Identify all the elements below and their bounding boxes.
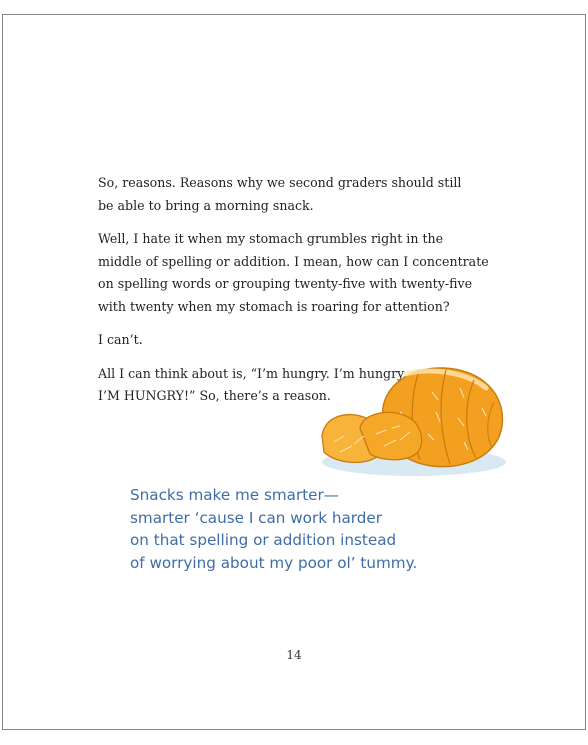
mandarin-segments: [322, 412, 422, 462]
paragraph-1: [98, 172, 478, 217]
text-line: be able to bring a morning snack.: [98, 197, 314, 213]
peeled-mandarin-orange-illustration: [314, 352, 514, 482]
text-line: So, reasons. Reasons why we second graders should still: [98, 175, 462, 190]
text-line: with twenty when my stomach is roaring for attention?: [98, 298, 450, 314]
callout-line: of worrying about my poor ol’ tummy.: [130, 553, 418, 572]
page-number: 14: [286, 648, 302, 662]
text-line: middle of spelling or addition. I mean, how can I concentrate: [98, 253, 489, 269]
text-line: All I can think about is, “I’m hungry. I’m hungry.: [98, 365, 407, 381]
callout-line: on that spelling or addition instead: [130, 531, 397, 549]
callout-line: smarter ‘cause I can work harder: [130, 508, 382, 527]
text-line: Well, I hate it when my stomach grumbles right in the: [98, 231, 444, 246]
text-line: I can’t.: [98, 332, 143, 347]
paragraph-3: [98, 329, 478, 352]
paragraph-2: [98, 228, 489, 318]
callout-line: Snacks make me smarter—: [130, 486, 339, 504]
callout-text: [130, 484, 450, 574]
text-line: on spelling words or grouping twenty-five with twenty-five: [98, 276, 473, 291]
text-line: I’M HUNGRY!” So, there’s a reason.: [98, 388, 331, 403]
